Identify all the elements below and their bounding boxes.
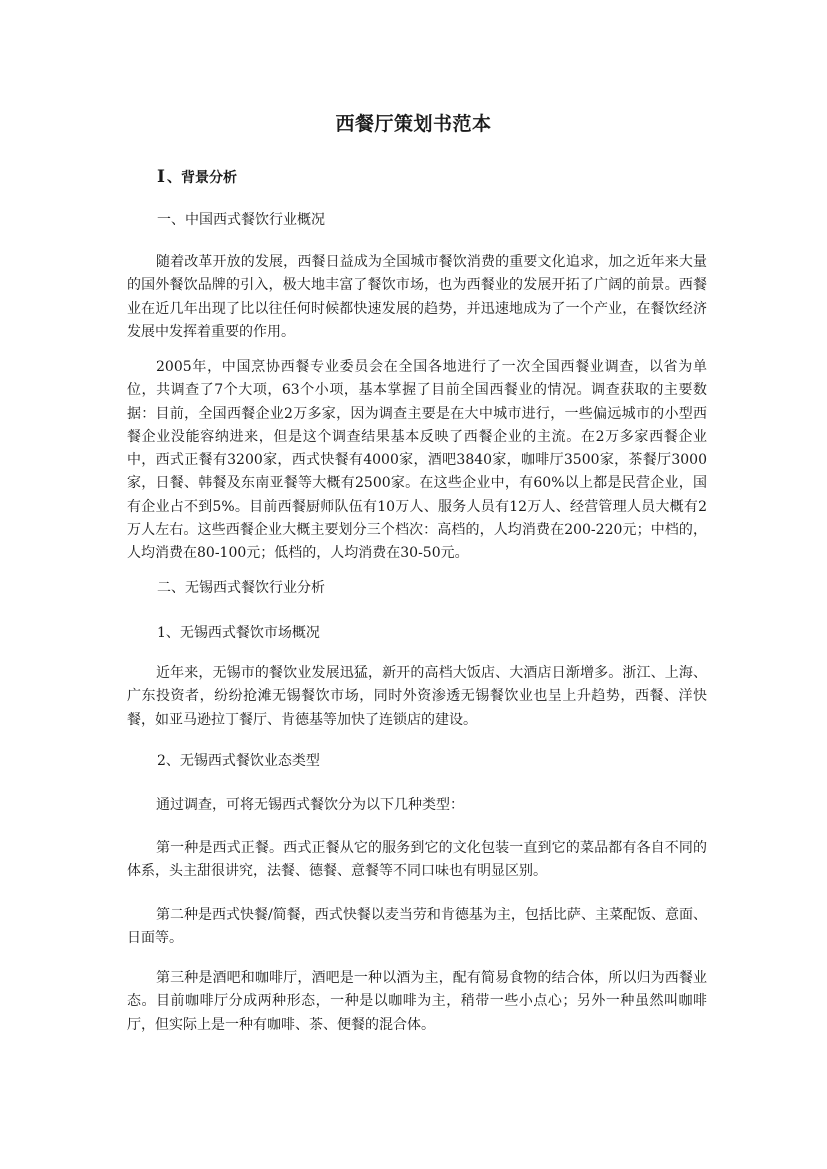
subsection2-heading: 2、无锡西式餐饮业态类型: [157, 753, 320, 769]
subsection1-heading: 1、无锡西式餐饮市场概况: [157, 625, 320, 641]
part1-heading: 一、中国西式餐饮行业概况: [157, 212, 325, 228]
part2-heading: 二、无锡西式餐饮行业分析: [157, 580, 325, 596]
paragraph-type-fast-food: 第二种是西式快餐/简餐，西式快餐以麦当劳和肯德基为主，包括比萨、主菜配饭、意面、日面等。: [127, 907, 707, 947]
section-roman-numeral: Ⅰ: [157, 167, 165, 187]
section-heading-text: 、背景分析: [166, 170, 237, 186]
paragraph-wuxi-market: 近年来，无锡市的餐饮业发展迅猛，新开的高档大饭店、大酒店日渐增多。浙江、上海、广东投资者，纷纷抢滩无锡餐饮市场，同时外资渗透无锡餐饮业也呈上升趋势，西餐、洋快餐，如亚马逊拉丁餐厅、肯德基等加快了连锁店的建设。: [127, 665, 707, 728]
paragraph-industry-overview: 随着改革开放的发展，西餐日益成为全国城市餐饮消费的重要文化追求，加之近年来大量的国外餐饮品牌的引入，极大地丰富了餐饮市场，也为西餐业的发展开拓了广阔的前景。西餐业在近几年出现了比以往任何时候都快速发展的趋势，并迅速地成为了一个产业，在餐饮经济发展中发挥着重要的作用。: [127, 254, 707, 340]
paragraph-survey-data: 2005年，中国烹协西餐专业委员会在全国各地进行了一次全国西餐业调查，以省为单位，共调查了7个大项，63个小项，基本掌握了目前全国西餐业的情况。调查获取的主要数据：目前，全国西餐企业2万多家，因为调查主要是在大中城市进行，一些偏远城市的小型西餐企业没能容纳进来，但是这个调查结果基本反映了西餐企业的主流。在2万多家西餐企业中，西式正餐有3200家，西式快餐有4000家，酒吧3840家，咖啡厅3500家，茶餐厅3000家，日餐、韩餐及东南亚餐等大概有2500家。在这些企业中，有60%以上都是民营企业，国有企业占不到5%。目前西餐厨师队伍有10万人、服务人员有12万人、经营管理人员大概有2万人左右。这些西餐企业大概主要划分三个档次：高档的，人均消费在200-220元；中档的，人均消费在80-100元；低档的，人均消费在30-50元。: [127, 359, 707, 562]
paragraph-type-formal-dining: 第一种是西式正餐。西式正餐从它的服务到它的文化包装一直到它的菜品都有各自不同的体系，头主甜很讲究，法餐、德餐、意餐等不同口味也有明显区别。: [127, 840, 707, 880]
paragraph-type-bar-cafe: 第三种是酒吧和咖啡厅，酒吧是一种以酒为主，配有简易食物的结合体，所以归为西餐业态。目前咖啡厅分成两种形态，一种是以咖啡为主，稍带一些小点心；另外一种虽然叫咖啡厅，但实际上是一种有咖啡、茶、便餐的混合体。: [127, 970, 707, 1033]
section-heading-background: [157, 166, 237, 189]
document-title: 西餐厅策划书范本: [335, 113, 492, 135]
paragraph-types-intro: 通过调查，可将无锡西式餐饮分为以下几种类型：: [156, 797, 464, 813]
